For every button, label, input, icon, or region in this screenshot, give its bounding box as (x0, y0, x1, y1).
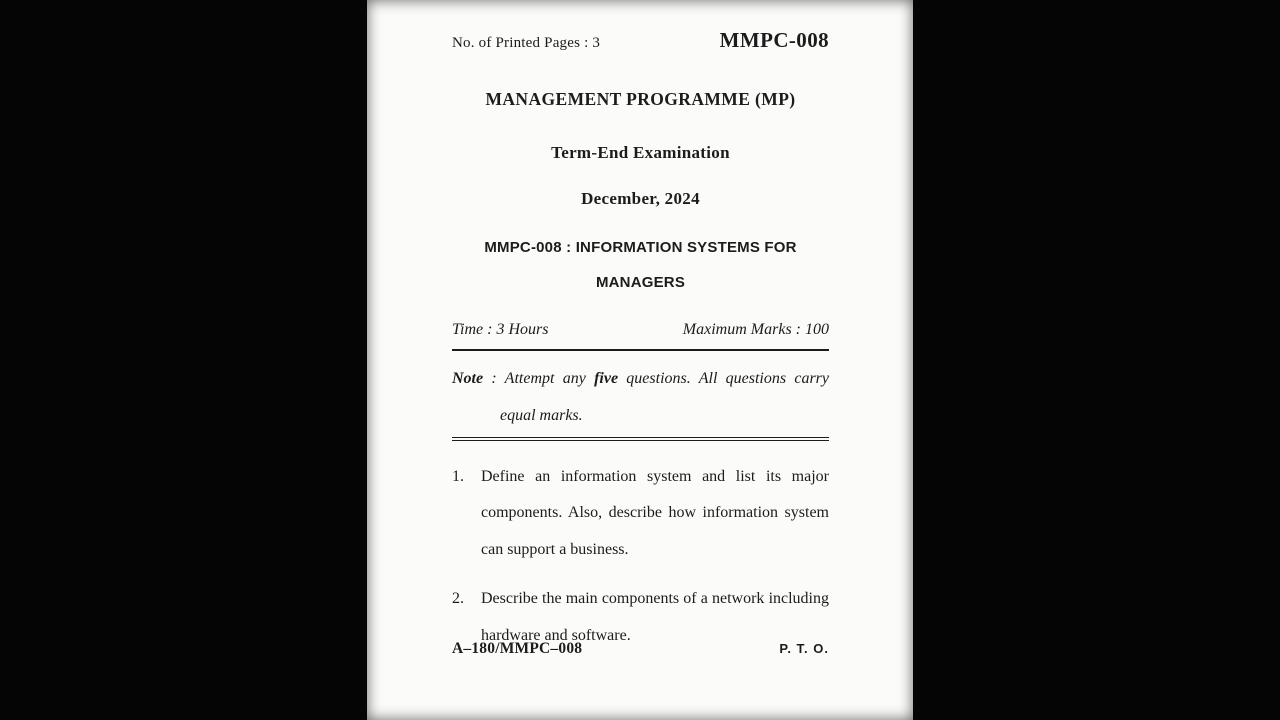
note-label: Note (452, 370, 484, 387)
question-item-1 (452, 459, 829, 569)
page-header (452, 28, 829, 53)
page-content (367, 0, 913, 692)
note-text-part1: Attempt any (504, 370, 595, 387)
exam-meta-row (452, 321, 829, 351)
printed-pages-note: No. of Printed Pages : 3 (452, 35, 601, 51)
programme-title: MANAGEMENT PROGRAMME (MP) (485, 89, 796, 109)
question-list (452, 459, 829, 655)
session-title: December, 2024 (581, 189, 700, 208)
footer-pto: P. T. O. (779, 641, 829, 656)
note-text-part2: questions. All questions carry equal marks. (500, 370, 829, 424)
note-block (452, 361, 829, 441)
page-footer (452, 640, 829, 658)
course-title-line1: MMPC-008 : INFORMATION SYSTEMS FOR (484, 239, 797, 256)
maximum-marks: Maximum Marks : 100 (682, 321, 829, 338)
question-number: 2. (452, 589, 464, 607)
time-allowed: Time : 3 Hours (452, 321, 549, 338)
note-separator: : (483, 370, 505, 387)
examination-title: Term-End Examination (551, 143, 730, 162)
question-number: 1. (452, 467, 464, 485)
note-emphasis-word: five (594, 370, 619, 387)
paper-code: MMPC-008 (719, 28, 829, 52)
question-text: Describe the main components of a network including hardware and software. (481, 589, 829, 644)
course-title-line2: MANAGERS (595, 274, 686, 291)
exam-paper-page (367, 0, 913, 720)
question-text: Define an information system and list its major components. Also, describe how information system can support a business. (481, 467, 829, 559)
footer-paper-reference: A–180/MMPC–008 (452, 640, 583, 657)
